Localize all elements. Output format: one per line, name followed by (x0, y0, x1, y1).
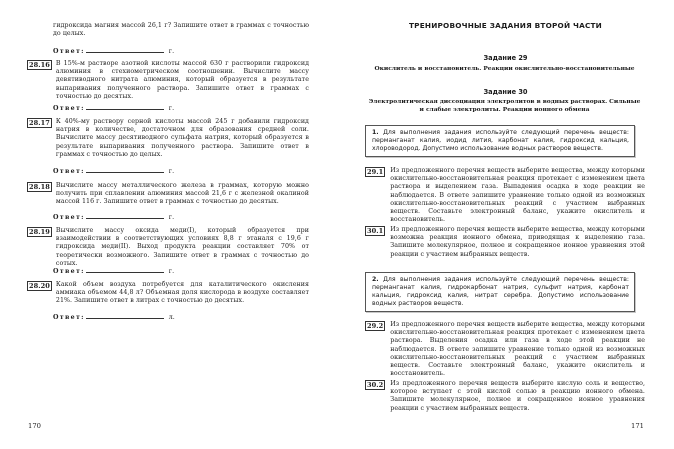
substance-list-box-2 (365, 272, 635, 312)
task-number: 28.19 (29, 228, 50, 236)
task-text: В 15%-м растворе азотной кислоты массой 630 г растворили гидроксид алюминия в стехиометрическом соотношении. Вычислите массу девятиводного нитрата алюминия, который образуется в результате выпаривания полученного раствора. Запишите ответ в граммах с точностью до десятых. (55, 60, 309, 100)
answer-label: Ответ: (53, 314, 85, 321)
task-text: Из предложенного перечня веществ выберите кислую соль и вещество, которое вступает с этой кислой солью в реакцию ионного обмена. Запишите молекулярное, полное и сокращенное ионное уравнения реакции с участием выбранных веществ. (390, 380, 645, 412)
right-page (337, 0, 674, 449)
answer-line (53, 212, 174, 222)
section-title: ТРЕНИРОВОЧНЫЕ ЗАДАНИЯ ВТОРОЙ ЧАСТИ (408, 21, 602, 30)
answer-unit: г. (168, 105, 175, 112)
answer-field[interactable] (86, 166, 164, 173)
answer-field[interactable] (86, 103, 164, 110)
assignment-30-subtitle: Электролитическая диссоциация электролитов в водных растворах. Сильные и слабые электролиты. Реакции ионного обмена (368, 98, 641, 113)
task-text: Из предложенного перечня веществ выберите вещества, между которыми окислительно-восстановительная реакция протекает с изменением цвета раствора. Выделения осадка или газа в ходе этой реакции не наблюдается. В ответе запишите уравнение только одной из возможных окислительно-восстановительных реакций с участием выбранных веществ. Составьте электронный баланс, укажите окислитель и восстановитель. (390, 321, 645, 378)
answer-label: Ответ: (53, 48, 85, 55)
task-28-20 (27, 281, 309, 306)
task-number: 28.16 (29, 61, 50, 69)
answer-unit: г. (168, 48, 175, 55)
task-number: 28.20 (29, 282, 50, 290)
task-text: Из предложенного перечня веществ выберите вещества, между которыми возможна реакция ионного обмена, приводящая к выделению газа. Запишите молекулярное, полное и сокращенное ионное уравнения этой реакции с участием выбранных веществ. (390, 226, 645, 258)
box-text: Для выполнения задания используйте следующий перечень веществ: перманганат калия, гидрокарбонат натрия, сульфит натрия, карбонат кальция, гидроксид калия, нитрат серебра. Допустимо использование водных растворов веществ. (372, 276, 629, 308)
answer-label: Ответ: (53, 214, 85, 221)
page-number: 170 (28, 422, 41, 430)
answer-line (53, 46, 174, 56)
box-number: 2. (372, 276, 379, 283)
task-number: 30.1 (367, 227, 384, 235)
answer-line (53, 166, 174, 176)
answer-field[interactable] (86, 46, 164, 53)
substance-list-box-1 (365, 125, 635, 157)
box-number: 1. (372, 129, 379, 136)
task-text: Из предложенного перечня веществ выберите вещества, между которыми окислительно-восстановительная реакция протекает с изменением цвета раствора и выделением газа. Выпадения осадка в ходе реакции не наблюдается. В ответе запишите уравнение только одной из возможных окислительно-восстановительных реакций с участием выбранных веществ. Составьте электронный баланс, укажите окислитель и восстановитель. (390, 167, 645, 224)
task-number: 29.2 (367, 322, 384, 330)
answer-field[interactable] (86, 266, 164, 273)
task-text: К 40%-му раствору серной кислоты массой 245 г добавили гидроксид натрия в количестве, достаточном для образования средней соли. Вычислите массу десятиводного сульфата натрия, который образуется в результате выпаривания полученного раствора. Запишите ответ в граммах с точностью до целых. (55, 118, 309, 158)
answer-line (53, 312, 175, 322)
task-28-19 (27, 227, 309, 268)
task-28-16 (27, 60, 309, 101)
assignment-29-subtitle: Окислитель и восстановитель. Реакции окислительно-восстановительные (374, 65, 635, 72)
answer-unit: г. (168, 168, 175, 175)
answer-unit: л. (168, 314, 175, 321)
task-28-18 (27, 182, 309, 207)
answer-label: Ответ: (53, 168, 85, 175)
task-28-17 (27, 118, 309, 159)
task-29-2 (365, 321, 645, 378)
task-text: Какой объем воздуха потребуется для каталитического окисления аммиака объемом 44,8 л? Объемная доля кислорода в воздухе составляет 21%. Запишите ответ в литрах с точностью до десятых. (55, 281, 309, 305)
assignment-30-title: Задание 30 (483, 88, 528, 96)
box-text: Для выполнения задания используйте следующий перечень веществ: перманганат калия, иодид лития, карбонат калия, гидроксид кальция, хлороводород. Допустимо использование водных растворов веществ. (372, 129, 629, 153)
assignment-29-title: Задание 29 (483, 54, 528, 62)
answer-field[interactable] (86, 312, 164, 319)
task-text: Вычислите массу металлического железа в граммах, которую можно получить при сплавлении алюминия массой 21,6 г с железной окалиной массой 116 г. Запишите ответ в граммах с точностью до десятых. (55, 182, 309, 206)
answer-unit: г. (168, 268, 175, 275)
answer-unit: г. (168, 214, 175, 221)
task-number: 29.1 (367, 168, 384, 176)
task-text: Вычислите массу оксида меди(I), который образуется при взаимодействии в соответствующих условиях 8,8 г этаналя с 19,6 г гидроксида меди(II). Выход продукта реакции составляет 70% от теоретически возможного. Запишите ответ в граммах с точностью до сотых. (55, 227, 309, 267)
task-number: 28.17 (29, 119, 50, 127)
task-30-1 (365, 226, 645, 259)
answer-line (53, 266, 174, 276)
continued-task-text: гидроксида магния массой 26,1 г? Запишите ответ в граммах с точностью до целых. (53, 22, 309, 38)
answer-line (53, 103, 174, 113)
task-number: 30.2 (367, 381, 384, 389)
task-30-2 (365, 380, 645, 413)
answer-label: Ответ: (53, 268, 85, 275)
answer-label: Ответ: (53, 105, 85, 112)
task-number: 28.18 (29, 183, 50, 191)
task-29-1 (365, 167, 645, 224)
answer-field[interactable] (86, 212, 164, 219)
page-number: 171 (631, 422, 644, 430)
